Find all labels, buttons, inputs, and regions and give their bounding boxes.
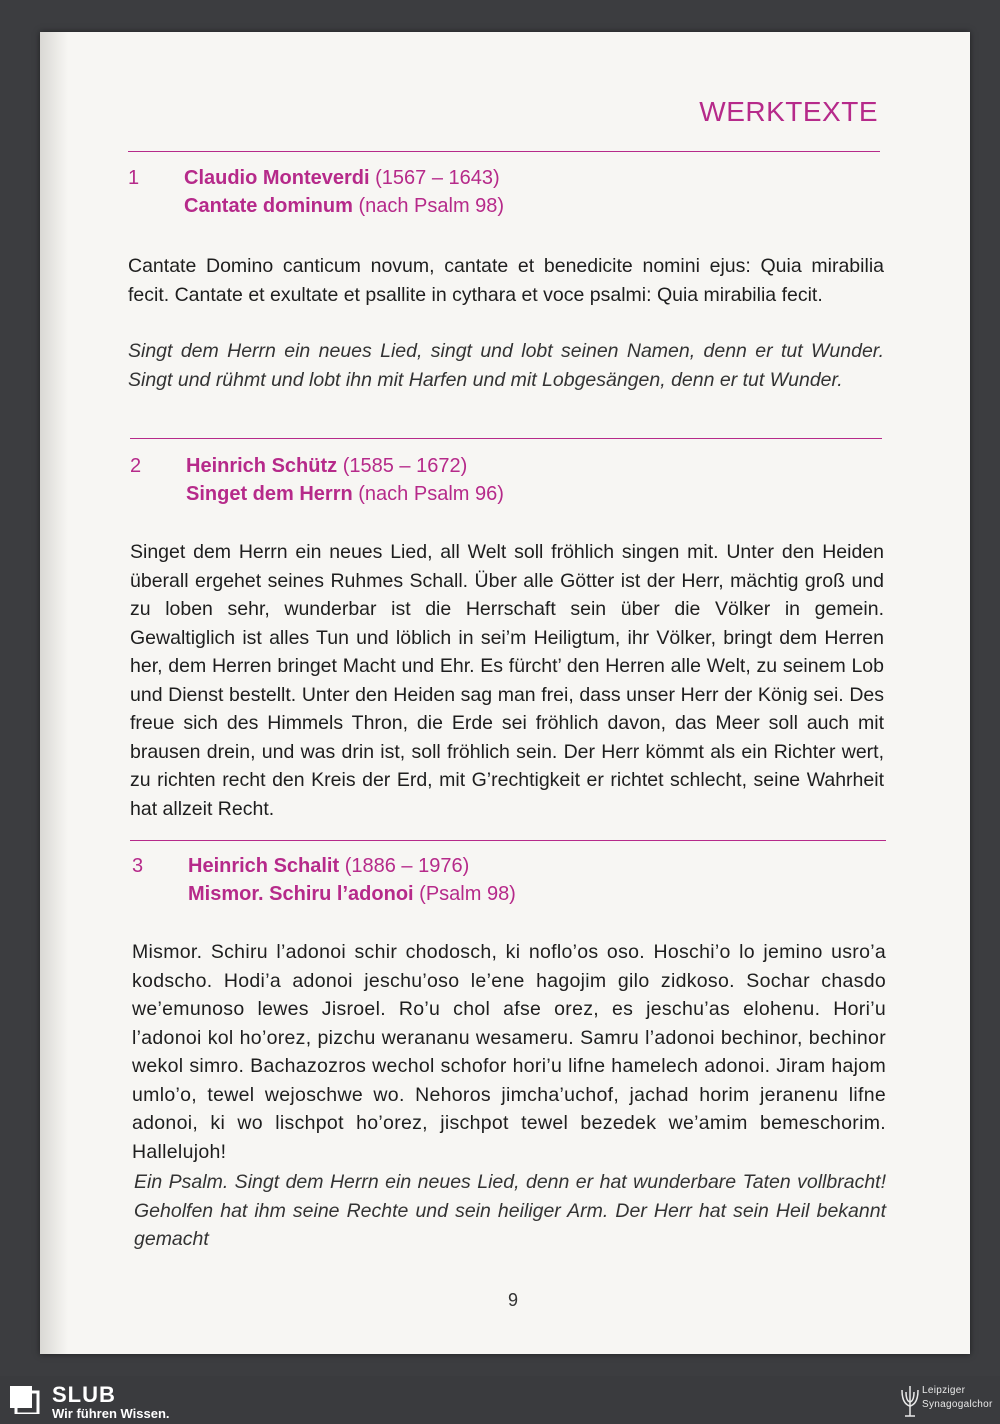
section-divider bbox=[128, 151, 880, 152]
section-number: 2 bbox=[130, 455, 142, 477]
work-source: (Psalm 98) bbox=[419, 883, 516, 905]
footer-bar bbox=[0, 1376, 1000, 1424]
partner-name bbox=[922, 1384, 993, 1412]
composer-dates: (1585 – 1672) bbox=[342, 455, 468, 477]
german-translation: Ein Psalm. Singt dem Herrn ein neues Lied, denn er hat wunderbare Taten vollbracht! Geholfen hat ihm seine Rechte und sein heiliger Arm. Der Herr hat sein Heil bekannt gemacht bbox=[134, 1171, 886, 1250]
work-title: Mismor. Schiru l’adonoi bbox=[188, 883, 414, 905]
booklet-page bbox=[40, 32, 970, 1354]
composer-dates: (1886 – 1976) bbox=[344, 855, 470, 877]
german-translation: Singt dem Herrn ein neues Lied, singt und lobt seinen Namen, denn er tut Wunder. Singt und rühmt und lobt ihn mit Harfen und mit Lobgesängen, denn er tut Wunder. bbox=[128, 340, 884, 391]
section-title-block bbox=[186, 452, 504, 508]
latin-text: Cantate Domino canticum novum, cantate et benedicite nomini ejus: Quia mirabilia fecit. Cantate et exultate et psallite in cythara et voce psalmi: Quia mirabilia fecit. bbox=[128, 255, 884, 306]
slub-logo-icon bbox=[10, 1386, 40, 1414]
partner-name-line1: Leipziger bbox=[922, 1385, 966, 1396]
library-name: SLUB bbox=[52, 1382, 116, 1407]
section-divider bbox=[130, 438, 882, 439]
page-gutter bbox=[40, 32, 68, 1354]
partner-name-line2: Synagogalchor bbox=[922, 1399, 993, 1410]
section-number: 1 bbox=[128, 167, 140, 189]
composer-name: Claudio Monteverdi bbox=[184, 167, 370, 189]
library-tagline: Wir führen Wissen. bbox=[52, 1406, 170, 1421]
composer-name: Heinrich Schütz bbox=[186, 455, 338, 477]
work-title: Singet dem Herrn bbox=[186, 483, 353, 505]
composer-name: Heinrich Schalit bbox=[188, 855, 340, 877]
menorah-logo-icon bbox=[898, 1380, 922, 1420]
section-title-block bbox=[188, 852, 516, 908]
work-title: Cantate dominum bbox=[184, 195, 353, 217]
section-divider bbox=[130, 840, 886, 841]
composer-dates: (1567 – 1643) bbox=[375, 167, 500, 189]
hebrew-transliteration: Mismor. Schiru l’adonoi schir chodosch, ki noflo’os oso. Hoschi’o lo jemino usro’a kodscho. Hodi’a adonoi jeschu’oso le’ene hagojim gilo zidkoso. Sochar chasdo we’emunoso lewes Jisroel. Ro’u chol afse orez, es jeschu’as elohenu. Hori’u l’adonoi kol ho’orez, pizchu werananu wesameru. Samru l’adonoi bechinor, bechinor wekol simro. Bachazozros wechol schofor hori’u lifne hamelech adonoi. Jiram hajom umlo’o, tewel wejoschwe wo. Nehoros jimcha’uchof, jachad horim jeranenu lifne adonoi, ki wo lischpot ho’orez, jischpot tewel bezedek we’amim bemeschorim. Hallelujoh! bbox=[132, 941, 886, 1163]
song-text: Singet dem Herrn ein neues Lied, all Welt soll fröhlich singen mit. Unter den Heiden überall ergehet seines Ruhmes Schall. Über alle Götter ist der Herr, mächtig groß und zu loben sehr, wunderbar ist die Herrschaft sein über die Völker in gemein. Gewaltiglich ist alles Tun und löblich in sei’m Heiligtum, ihr Völker, bringt dem Herren her, dem Herren bringet Macht und Ehr. Es fürcht’ den Herren alle Welt, zu seinem Lob und Dienst bestellt. Unter den Heiden sag man frei, dass unser Herr der König sei. Des freue sich des Himmels Thron, die Erde sei fröhlich davon, das Meer soll auch mit brausen drein, und was drin ist, soll fröhlich sein. Der Herr kömmt als ein Richter wert, zu richten recht den Kreis der Erd, mit G’rechtigkeit er richtet schlecht, seine Wahrheit hat allzeit Recht. bbox=[130, 541, 884, 820]
work-source: (nach Psalm 98) bbox=[358, 195, 505, 217]
section-title-block bbox=[184, 164, 504, 220]
page-header-title: WERKTEXTE bbox=[699, 96, 878, 127]
page-number: 9 bbox=[508, 1290, 519, 1310]
section-number: 3 bbox=[132, 855, 144, 877]
work-source: (nach Psalm 96) bbox=[358, 483, 504, 505]
